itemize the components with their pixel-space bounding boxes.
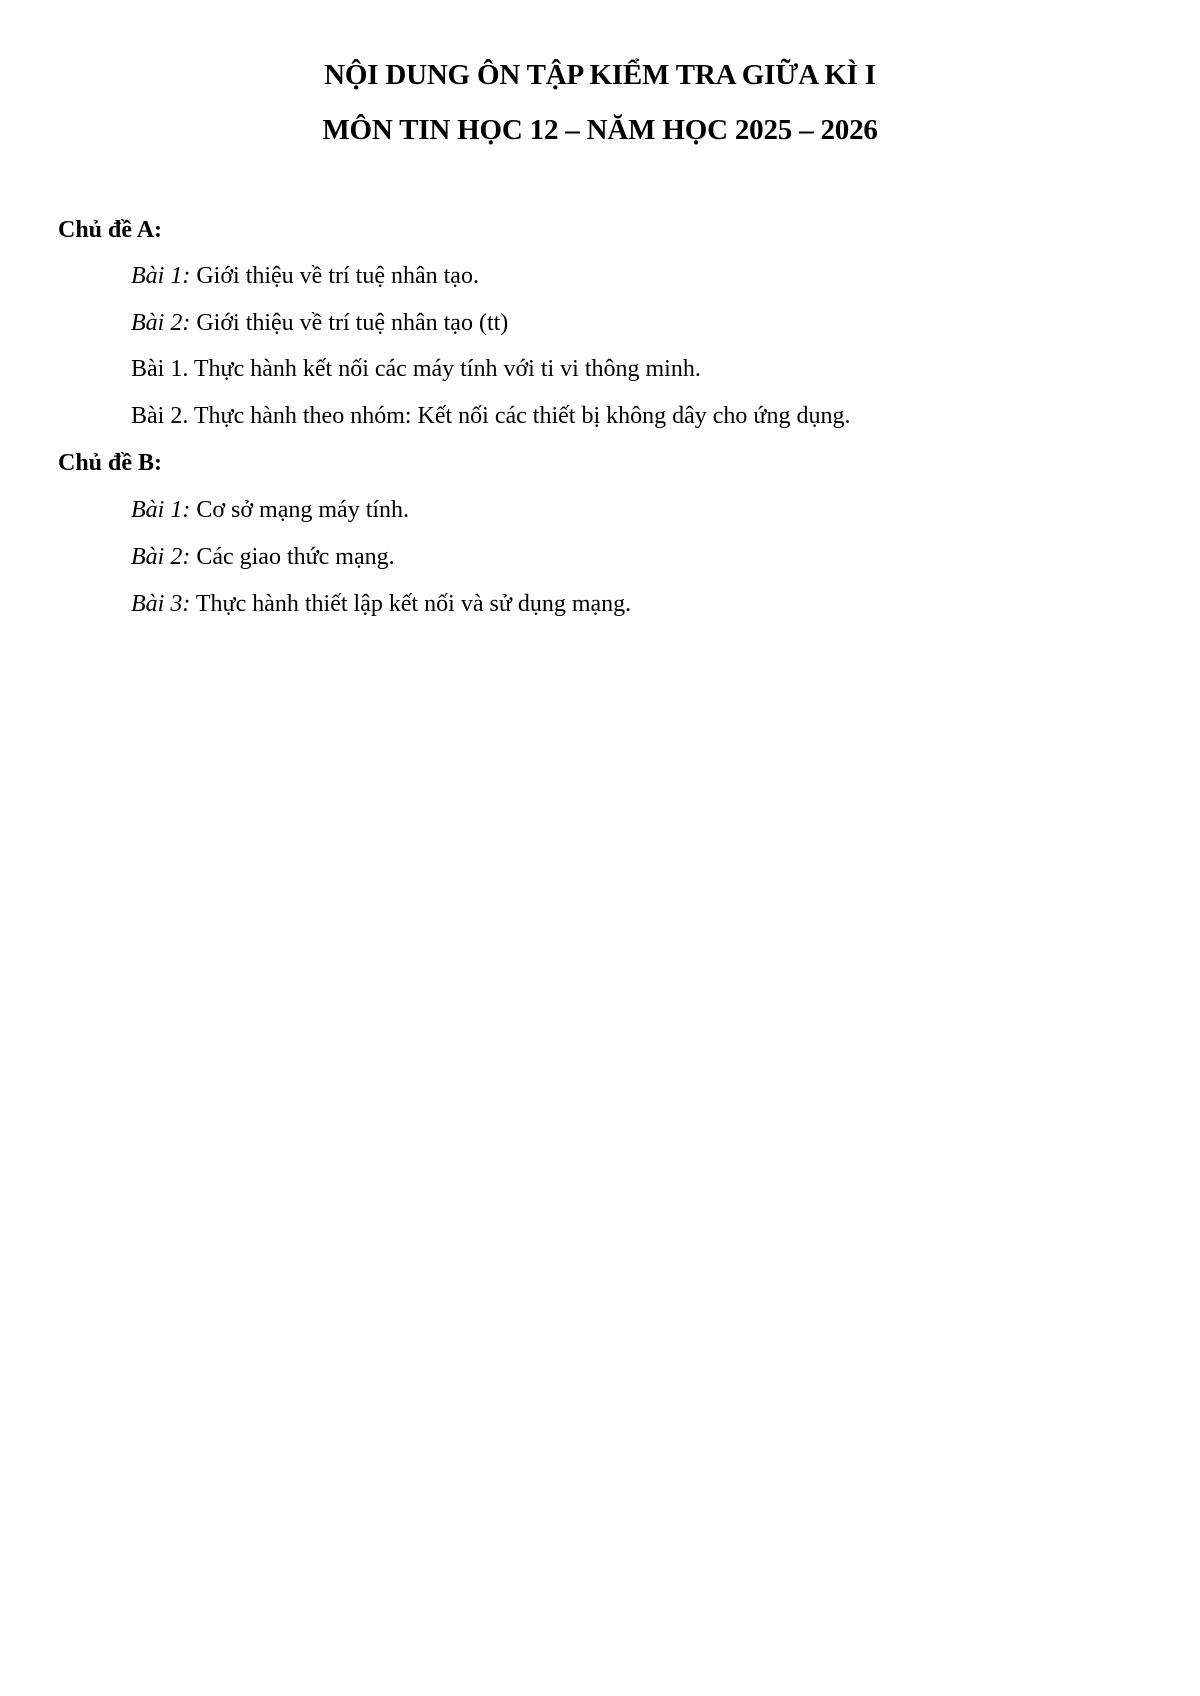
lesson-label: Bài 2: (131, 544, 191, 570)
lesson-label: Bài 1: (131, 497, 191, 523)
section-heading-a: Chủ đề A: (58, 217, 163, 243)
lesson-item (131, 591, 631, 618)
document-title-line-2: MÔN TIN HỌC 12 – NĂM HỌC 2025 – 2026 (322, 114, 878, 146)
lesson-item (131, 310, 508, 337)
lesson-item (131, 544, 395, 571)
lesson-text: Giới thiệu về trí tuệ nhân tạo. (190, 263, 479, 289)
section-heading-b: Chủ đề B: (58, 450, 163, 476)
document-title-line-1: NỘI DUNG ÔN TẬP KIỂM TRA GIỮA KÌ I (324, 59, 876, 91)
lesson-text: Thực hành theo nhóm: Kết nối các thiết bị không dây cho ứng dụng. (188, 403, 851, 429)
lesson-label: Bài 3: (131, 591, 191, 617)
lesson-label: Bài 1. (131, 356, 189, 382)
lesson-item (131, 263, 479, 290)
lesson-label: Bài 2. (131, 403, 189, 429)
lesson-text: Thực hành kết nối các máy tính với ti vi thông minh. (188, 356, 701, 382)
lesson-text: Các giao thức mạng. (190, 544, 395, 570)
lesson-text: Thực hành thiết lập kết nối và sử dụng mạng. (190, 591, 632, 617)
lesson-item (131, 497, 409, 524)
lesson-label: Bài 1: (131, 263, 191, 289)
lesson-item (131, 403, 850, 430)
lesson-item (131, 356, 701, 383)
lesson-text: Giới thiệu về trí tuệ nhân tạo (tt) (190, 310, 509, 336)
lesson-text: Cơ sở mạng máy tính. (190, 497, 410, 523)
lesson-label: Bài 2: (131, 310, 191, 336)
